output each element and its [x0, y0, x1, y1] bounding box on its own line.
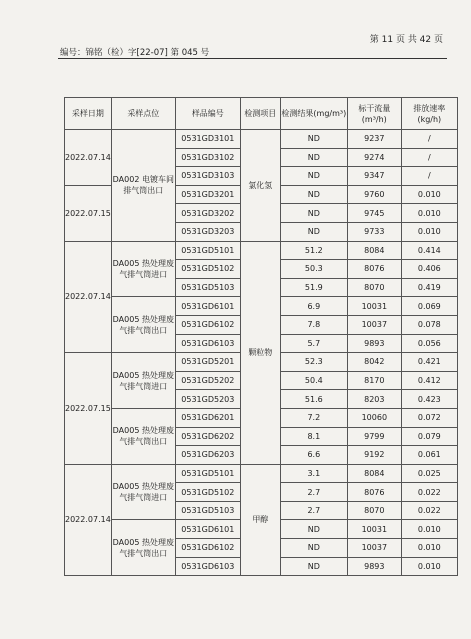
cell-sample: 0531GD3103 — [175, 167, 240, 186]
cell-result: 50.4 — [280, 371, 347, 390]
cell-flow: 9733 — [347, 222, 401, 241]
cell-point: DA005 热处理废气排气筒进口 — [111, 464, 175, 520]
cell-flow: 9760 — [347, 185, 401, 204]
cell-point: DA002 电镀车间排气筒出口 — [111, 130, 175, 242]
cell-rate: 0.069 — [401, 297, 457, 316]
cell-result: 2.7 — [280, 483, 347, 502]
cell-point: DA005 热处理废气排气筒出口 — [111, 520, 175, 576]
cell-rate: 0.010 — [401, 557, 457, 576]
cell-flow: 8084 — [347, 464, 401, 483]
col-header-point: 采样点位 — [111, 98, 175, 130]
header-rule — [58, 58, 447, 59]
cell-sample: 0531GD3203 — [175, 222, 240, 241]
col-header-flow: 标干流量(m³/h) — [347, 98, 401, 130]
cell-sample: 0531GD6102 — [175, 539, 240, 558]
cell-date: 2022.07.15 — [65, 185, 112, 241]
cell-flow: 8084 — [347, 241, 401, 260]
col-header-result: 检测结果(mg/m³) — [280, 98, 347, 130]
cell-sample: 0531GD6103 — [175, 557, 240, 576]
cell-rate: 0.056 — [401, 334, 457, 353]
cell-flow: 10031 — [347, 520, 401, 539]
cell-sample: 0531GD6203 — [175, 446, 240, 465]
cell-flow: 9745 — [347, 204, 401, 223]
cell-rate: 0.412 — [401, 371, 457, 390]
col-header-rate: 排放速率(kg/h) — [401, 98, 457, 130]
cell-rate: 0.010 — [401, 539, 457, 558]
cell-rate: 0.010 — [401, 185, 457, 204]
cell-rate: 0.423 — [401, 390, 457, 409]
cell-rate: 0.421 — [401, 353, 457, 372]
cell-rate: 0.072 — [401, 408, 457, 427]
cell-result: ND — [280, 167, 347, 186]
cell-sample: 0531GD3101 — [175, 130, 240, 149]
cell-result: 3.1 — [280, 464, 347, 483]
cell-sample: 0531GD6103 — [175, 334, 240, 353]
cell-rate: 0.419 — [401, 278, 457, 297]
cell-sample: 0531GD5103 — [175, 501, 240, 520]
cell-rate: 0.022 — [401, 483, 457, 502]
cell-date: 2022.07.14 — [65, 130, 112, 186]
cell-sample: 0531GD5203 — [175, 390, 240, 409]
table-row — [65, 464, 458, 483]
cell-result: 8.1 — [280, 427, 347, 446]
cell-rate: / — [401, 167, 457, 186]
cell-sample: 0531GD3201 — [175, 185, 240, 204]
cell-result: 52.3 — [280, 353, 347, 372]
cell-date: 2022.07.14 — [65, 241, 112, 353]
cell-rate: 0.022 — [401, 501, 457, 520]
cell-result: 50.3 — [280, 260, 347, 279]
cell-date: 2022.07.14 — [65, 464, 112, 576]
cell-sample: 0531GD5201 — [175, 353, 240, 372]
cell-point: DA005 热处理废气排气筒出口 — [111, 297, 175, 353]
cell-flow: 8070 — [347, 278, 401, 297]
cell-date: 2022.07.15 — [65, 353, 112, 465]
cell-result: ND — [280, 520, 347, 539]
cell-result: 51.6 — [280, 390, 347, 409]
page-info: 第 11 页 共 42 页 — [369, 35, 443, 45]
report-number: 编号：锦铭（检）字[22-07] 第 045 号 — [60, 48, 210, 58]
cell-point: DA005 热处理废气排气筒进口 — [111, 241, 175, 297]
cell-rate: 0.010 — [401, 204, 457, 223]
cell-result: ND — [280, 204, 347, 223]
col-header-sample: 样品编号 — [175, 98, 240, 130]
cell-point: DA005 热处理废气排气筒出口 — [111, 408, 175, 464]
cell-rate: 0.078 — [401, 315, 457, 334]
cell-rate: 0.061 — [401, 446, 457, 465]
cell-flow: 9799 — [347, 427, 401, 446]
cell-flow: 9347 — [347, 167, 401, 186]
cell-result: ND — [280, 557, 347, 576]
col-header-item: 检测项目 — [240, 98, 280, 130]
cell-result: 6.9 — [280, 297, 347, 316]
cell-sample: 0531GD3202 — [175, 204, 240, 223]
table-row — [65, 241, 458, 260]
cell-rate: 0.010 — [401, 222, 457, 241]
cell-sample: 0531GD5101 — [175, 241, 240, 260]
cell-result: ND — [280, 185, 347, 204]
cell-sample: 0531GD6202 — [175, 427, 240, 446]
cell-result: ND — [280, 148, 347, 167]
cell-rate: 0.025 — [401, 464, 457, 483]
cell-result: 51.9 — [280, 278, 347, 297]
cell-flow: 8203 — [347, 390, 401, 409]
cell-rate: 0.414 — [401, 241, 457, 260]
cell-sample: 0531GD5102 — [175, 483, 240, 502]
cell-rate: 0.010 — [401, 520, 457, 539]
cell-result: 5.7 — [280, 334, 347, 353]
cell-flow: 8076 — [347, 260, 401, 279]
cell-rate: 0.079 — [401, 427, 457, 446]
cell-result: 2.7 — [280, 501, 347, 520]
cell-result: 51.2 — [280, 241, 347, 260]
cell-flow: 8076 — [347, 483, 401, 502]
cell-flow: 8070 — [347, 501, 401, 520]
cell-point: DA005 热处理废气排气筒进口 — [111, 353, 175, 409]
cell-result: 7.8 — [280, 315, 347, 334]
table-row — [65, 130, 458, 149]
cell-sample: 0531GD5101 — [175, 464, 240, 483]
cell-sample: 0531GD6102 — [175, 315, 240, 334]
cell-flow: 10037 — [347, 315, 401, 334]
cell-flow: 9893 — [347, 334, 401, 353]
cell-flow: 10037 — [347, 539, 401, 558]
cell-flow: 9274 — [347, 148, 401, 167]
cell-sample: 0531GD6101 — [175, 520, 240, 539]
cell-item: 颗粒物 — [240, 241, 280, 464]
cell-flow: 9192 — [347, 446, 401, 465]
cell-rate: 0.406 — [401, 260, 457, 279]
cell-result: ND — [280, 222, 347, 241]
cell-flow: 9237 — [347, 130, 401, 149]
cell-result: 6.6 — [280, 446, 347, 465]
cell-flow: 10060 — [347, 408, 401, 427]
cell-result: ND — [280, 130, 347, 149]
cell-sample: 0531GD5202 — [175, 371, 240, 390]
cell-flow: 8170 — [347, 371, 401, 390]
cell-item: 甲醇 — [240, 464, 280, 576]
cell-sample: 0531GD6101 — [175, 297, 240, 316]
cell-sample: 0531GD5102 — [175, 260, 240, 279]
cell-sample: 0531GD5103 — [175, 278, 240, 297]
results-table — [64, 97, 458, 576]
cell-result: ND — [280, 539, 347, 558]
cell-flow: 10031 — [347, 297, 401, 316]
col-header-date: 采样日期 — [65, 98, 112, 130]
table-header-row — [65, 98, 458, 130]
table-body — [65, 130, 458, 576]
cell-flow: 9893 — [347, 557, 401, 576]
cell-rate: / — [401, 130, 457, 149]
cell-item: 氯化氢 — [240, 130, 280, 242]
cell-result: 7.2 — [280, 408, 347, 427]
cell-flow: 8042 — [347, 353, 401, 372]
cell-sample: 0531GD6201 — [175, 408, 240, 427]
cell-rate: / — [401, 148, 457, 167]
cell-sample: 0531GD3102 — [175, 148, 240, 167]
